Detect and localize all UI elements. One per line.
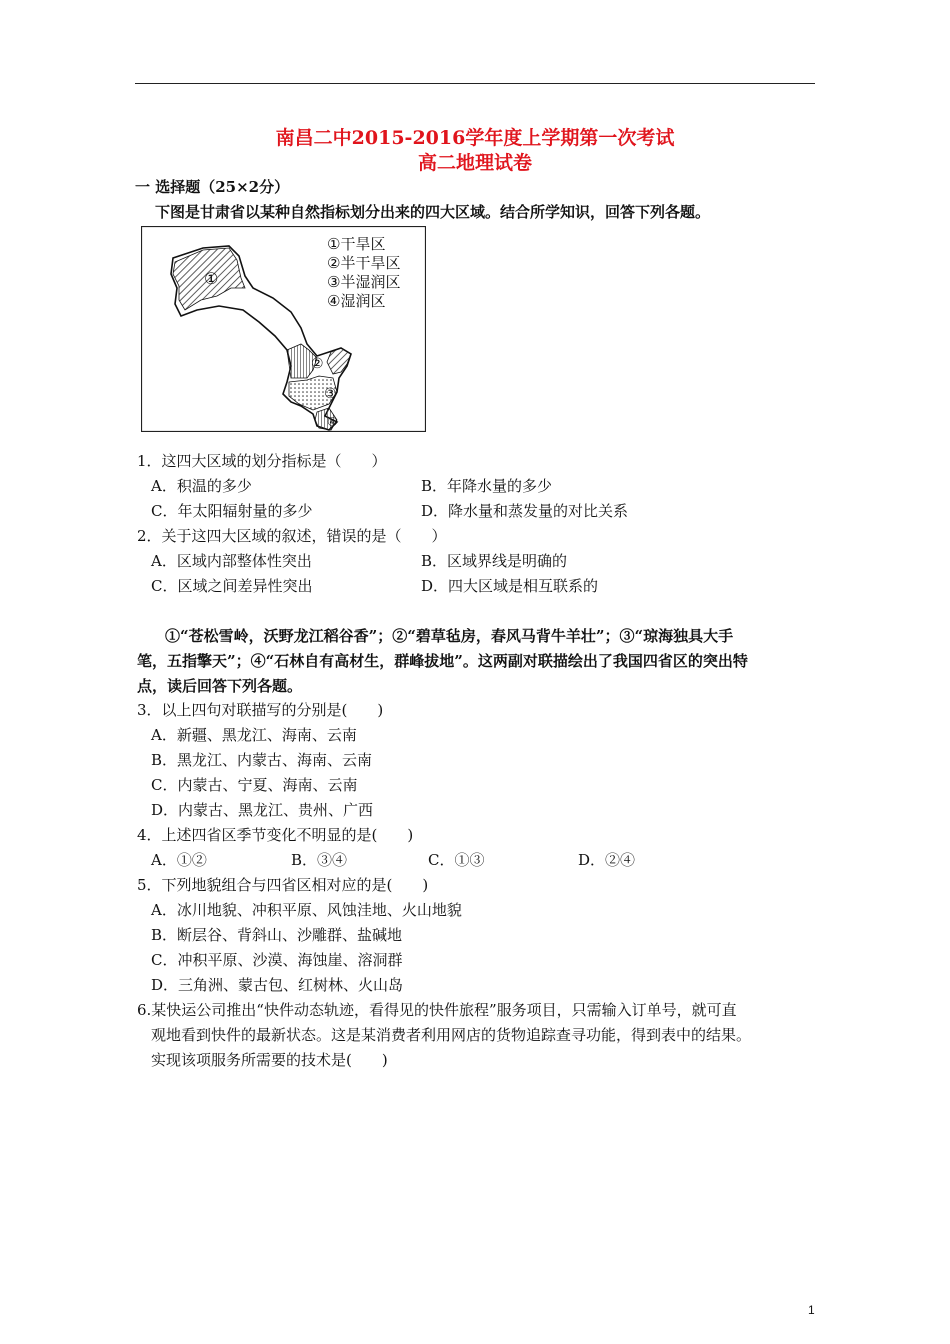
legend-item-semihumid: ③半湿润区: [327, 273, 401, 291]
page-number: 1: [808, 1303, 815, 1317]
q4-option-d: D．②④: [578, 851, 636, 869]
exam-title: 南昌二中2015-2016学年度上学期第一次考试: [275, 127, 675, 149]
q1-option-a: A．积温的多少: [151, 477, 252, 495]
q3-option-a: A．新疆、黑龙江、海南、云南: [151, 726, 357, 744]
q5-option-c: C．冲积平原、沙漠、海蚀崖、溶洞群: [151, 951, 403, 969]
map-label-1: ①: [204, 269, 219, 288]
map-label-2: ②: [311, 356, 324, 372]
q2-option-a: A．区域内部整体性突出: [151, 552, 312, 570]
section-heading: 一 选择题（25×2分）: [135, 178, 290, 196]
header-rule: [135, 83, 815, 84]
q1-stem: 1．这四大区域的划分指标是（ ）: [137, 452, 387, 470]
gansu-region-map: [141, 226, 426, 432]
q2-option-d: D．四大区域是相互联系的: [421, 577, 599, 595]
passage-line-2: 笔，五指擎天”；④“石林自有高材生，群峰拔地”。这两副对联描绘出了我国四省区的突出特: [137, 652, 748, 670]
q1-option-d: D．降水量和蒸发量的对比关系: [421, 502, 629, 520]
q3-option-c: C．内蒙古、宁夏、海南、云南: [151, 776, 358, 794]
q2-option-c: C．区域之间差异性突出: [151, 577, 313, 595]
q4-stem: 4．上述四省区季节变化不明显的是( ): [137, 826, 414, 844]
q6-line-1: 6.某快运公司推出“快件动态轨迹，看得见的快件旅程”服务项目，只需输入订单号，就可直: [137, 1001, 737, 1019]
q4-option-b: B．③④: [291, 851, 348, 869]
q2-option-b: B．区域界线是明确的: [421, 552, 568, 570]
legend-item-arid: ①干旱区: [327, 235, 386, 253]
q6-line-2: 观地看到快件的最新状态。这是某消费者利用网店的货物追踪查寻功能，得到表中的结果。: [151, 1026, 752, 1044]
map-label-3: ③: [324, 386, 337, 402]
q2-stem: 2．关于这四大区域的叙述，错误的是（ ）: [137, 527, 447, 545]
passage-line-1: ①“苍松雪岭，沃野龙江稻谷香”；②“碧草毡房，春风马背牛羊壮”；③“琼海独具大手: [165, 627, 734, 645]
q4-option-c: C．①③: [428, 851, 485, 869]
q5-option-a: A．冰川地貌、冲积平原、风蚀洼地、火山地貌: [151, 901, 462, 919]
exam-subtitle: 高二地理试卷: [417, 152, 532, 174]
legend-item-semiarid: ②半干旱区: [327, 254, 401, 272]
legend-item-humid: ④湿润区: [327, 292, 386, 310]
q1-option-c: C．年太阳辐射量的多少: [151, 502, 313, 520]
q3-option-d: D．内蒙古、黑龙江、贵州、广西: [151, 801, 374, 819]
q5-option-b: B．断层谷、背斜山、沙雕群、盐碱地: [151, 926, 403, 944]
map-label-4: ④: [327, 415, 338, 429]
q1-option-b: B．年降水量的多少: [421, 477, 553, 495]
q3-option-b: B．黑龙江、内蒙古、海南、云南: [151, 751, 373, 769]
passage-line-3: 点，读后回答下列各题。: [137, 677, 303, 695]
q3-stem: 3．以上四句对联描写的分别是( ): [137, 701, 384, 719]
q5-stem: 5．下列地貌组合与四省区相对应的是( ): [137, 876, 429, 894]
q4-option-a: A．①②: [151, 851, 207, 869]
q6-line-3: 实现该项服务所需要的技术是( ): [151, 1051, 388, 1069]
section-intro: 下图是甘肃省以某种自然指标划分出来的四大区域。结合所学知识，回答下列各题。: [155, 203, 711, 221]
q5-option-d: D．三角洲、蒙古包、红树林、火山岛: [151, 976, 404, 994]
